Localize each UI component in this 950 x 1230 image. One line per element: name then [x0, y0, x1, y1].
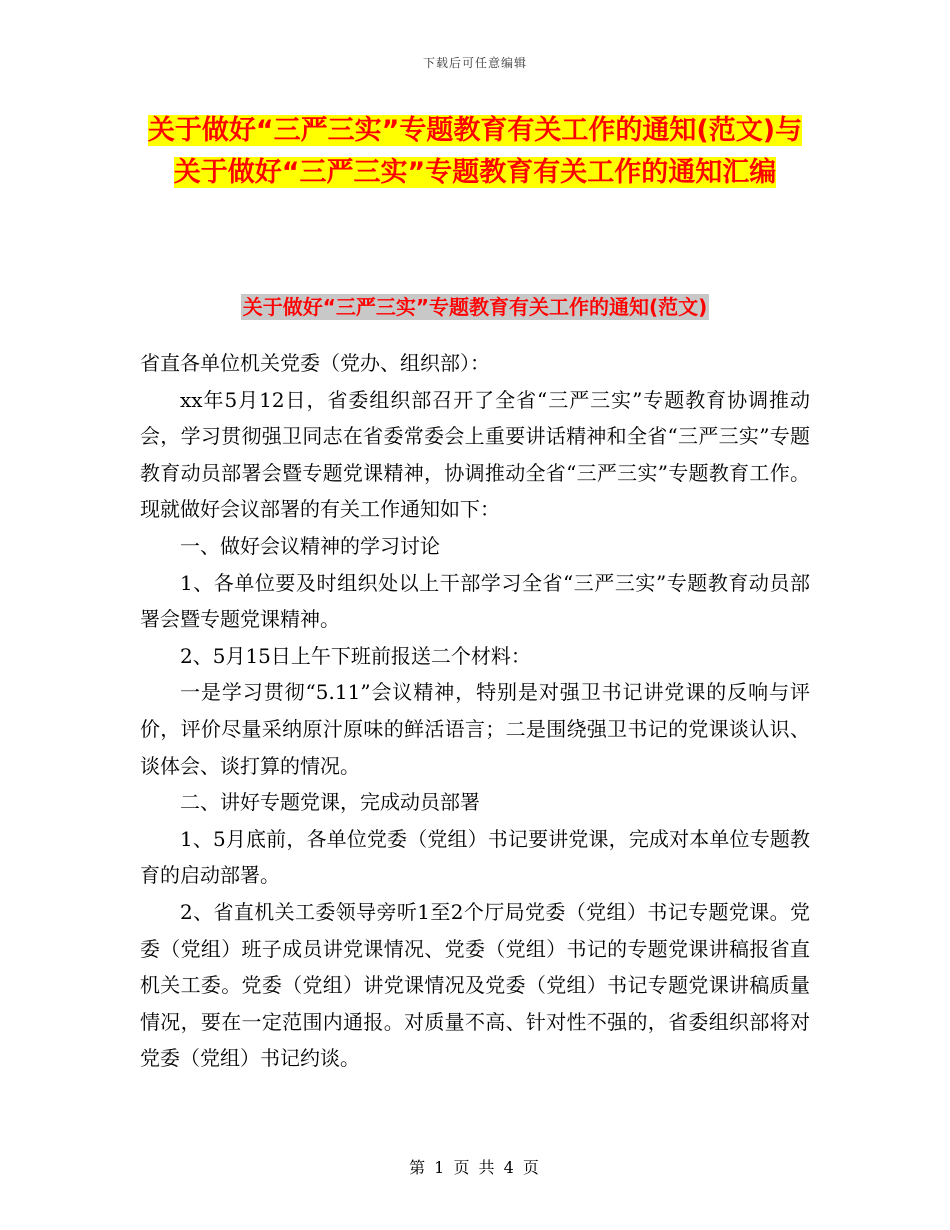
page-footer: 第 1 页 共 4 页 [409, 1158, 541, 1177]
document-body [140, 345, 810, 1077]
paragraph-intro: xx年5月12日，省委组织部召开了全省“三严三实”专题教育协调推动会，学习贯彻强卫同志在省委常委会上重要讲话精神和全省“三严三实”专题教育动员部署会暨专题党课精神，协调推动全省“三严三实”专题教育工作。现就做好会议部署的有关工作通知如下： [140, 387, 810, 522]
paragraph-item: 1、各单位要及时组织处以上干部学习全省“三严三实”专题教育动员部署会暨专题党课精神。 [140, 570, 810, 632]
paragraph-item: 2、省直机关工委领导旁听1至2个厅局党委（党组）书记专题党课。党委（党组）班子成员讲党课情况、党委（党组）书记的专题党课讲稿报省直机关工委。党委（党组）讲党课情况及党委（党组）书记专题党课讲稿质量情况，要在一定范围内通报。对质量不高、针对性不强的，省委组织部将对党委（党组）书记约谈。 [140, 899, 810, 1071]
section-title-text: 关于做好“三严三实”专题教育有关工作的通知(范文) [242, 295, 708, 319]
page-header: 下载后可任意编辑 [422, 56, 527, 70]
main-title-text: 关于做好“三严三实”专题教育有关工作的通知(范文)与关于做好“三严三实”专题教育有关工作的通知汇编 [147, 115, 803, 188]
heading-section-2: 二、讲好专题党课，完成动员部署 [180, 790, 480, 815]
paragraph-item: 1、5月底前，各单位党委（党组）书记要讲党课，完成对本单位专题教育的启动部署。 [140, 826, 810, 888]
heading-section-1: 一、做好会议精神的学习讨论 [180, 533, 440, 558]
paragraph-item: 2、5月15日上午下班前报送二个材料： [180, 643, 531, 668]
salutation: 省直各单位机关党委（党办、组织部）： [140, 351, 490, 375]
main-title [140, 110, 810, 194]
paragraph-item: 一是学习贯彻“5.11”会议精神，特别是对强卫书记讲党课的反响与评价，评价尽量采纳原汁原味的鲜活语言；二是围绕强卫书记的党课谈认识、谈体会、谈打算的情况。 [140, 680, 810, 778]
section-title [140, 292, 810, 322]
